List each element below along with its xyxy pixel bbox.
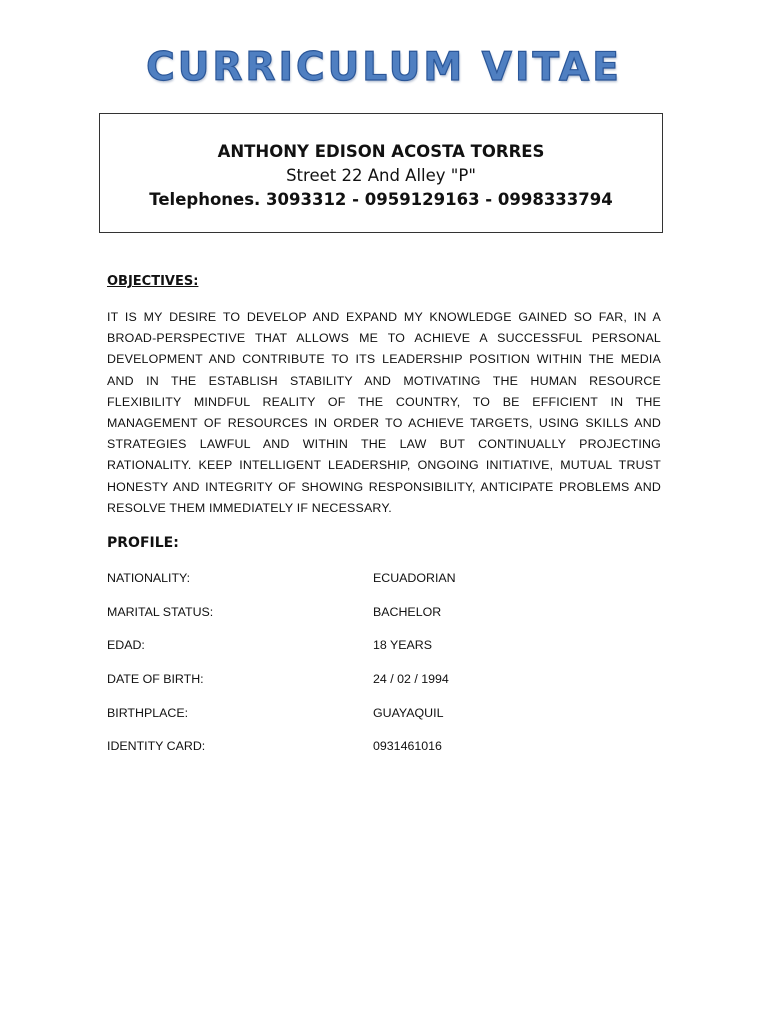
objectives-paragraph: IT IS MY DESIRE TO DEVELOP AND EXPAND MY KNOWLEDGE GAINED SO FAR, IN A BROAD-PERSPECTIVE THAT ALLOWS ME TO ACHIEVE A SUCCESSFUL PERSONAL DEVELOPMENT AND CONTRIBUTE TO ITS LEADERSHIP POSITION WITHIN THE MEDIA AND IN THE ESTABLISH STABILITY AND MOTIVATING THE HUMAN RESOURCE FLEXIBILITY MINDFUL REALITY OF THE COUNTRY, TO BE EFFICIENT IN THE MANAGEMENT OF RESOURCES IN ORDER TO ACHIEVE TARGETS, USING SKILLS AND STRATEGIES LAWFUL AND WITHIN THE LAW BUT CONTINUALLY PROJECTING RATIONALITY. KEEP INTELLIGENT LEADERSHIP, ONGOING INITIATIVE, MUTUAL TRUST HONESTY AND INTEGRITY OF SHOWING RESPONSIBILITY, ANTICIPATE PROBLEMS AND RESOLVE THEM IMMEDIATELY IF NECESSARY. (107, 310, 661, 515)
profile-row-identity-card (107, 739, 661, 759)
profile-row-birthplace (107, 706, 661, 726)
contact-header-box (99, 113, 663, 233)
telephone-numbers: Telephones. 3093312 - 0959129163 - 0998333794 (149, 190, 613, 209)
profile-value: 18 YEARS (373, 638, 433, 652)
objectives-heading: OBJECTIVES: (107, 274, 199, 289)
profile-label: DATE OF BIRTH: (107, 672, 204, 686)
profile-heading: PROFILE: (107, 535, 179, 551)
profile-label: EDAD: (107, 638, 145, 652)
profile-row-marital-status (107, 605, 661, 625)
profile-label: BIRTHPLACE: (107, 706, 189, 720)
full-name: ANTHONY EDISON ACOSTA TORRES (217, 142, 545, 161)
profile-value: ECUADORIAN (373, 571, 456, 585)
profile-label: MARITAL STATUS: (107, 605, 214, 619)
profile-value: 0931461016 (373, 739, 442, 753)
profile-value: 24 / 02 / 1994 (373, 672, 449, 686)
profile-row-edad (107, 638, 661, 658)
street-address: Street 22 And Alley "P" (286, 166, 476, 185)
profile-label: NATIONALITY: (107, 571, 191, 585)
profile-row-nationality (107, 571, 661, 591)
profile-value: BACHELOR (373, 605, 442, 619)
document-title: CURRICULUM VITAE (146, 45, 622, 90)
profile-label: IDENTITY CARD: (107, 739, 206, 753)
profile-value: GUAYAQUIL (373, 706, 444, 720)
profile-row-date-of-birth (107, 672, 661, 692)
